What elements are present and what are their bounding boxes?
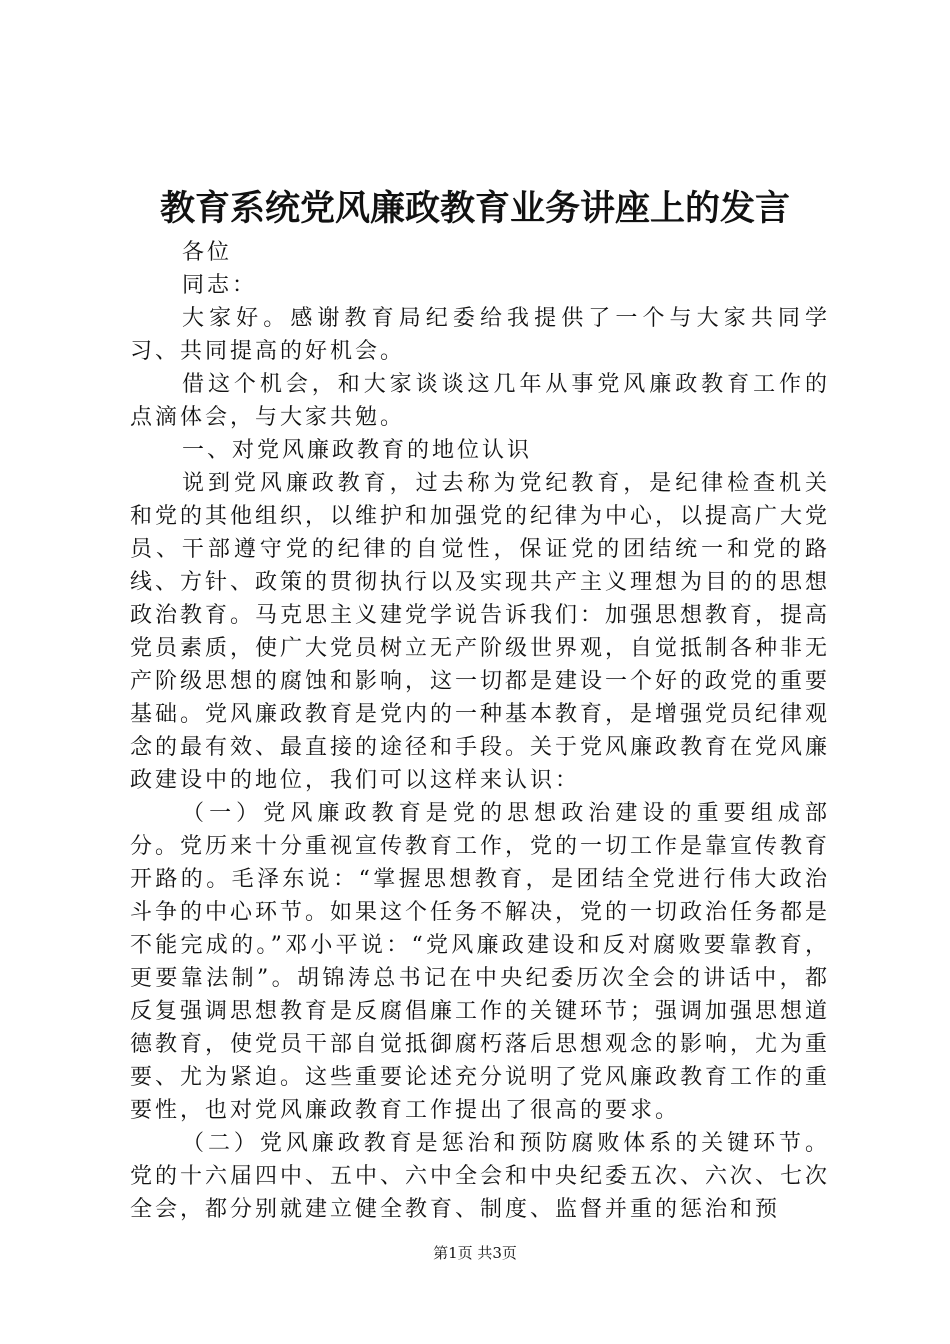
body-paragraph: 大家好。感谢教育局纪委给我提供了一个与大家共同学习、共同提高的好机会。 xyxy=(130,306,830,364)
section-heading: 一、对党风廉政教育的地位认识 xyxy=(182,438,533,463)
body-paragraph: 借这个机会，和大家谈谈这几年从事党风廉政教育工作的点滴体会，与大家共勉。 xyxy=(130,372,830,430)
body-paragraph: 说到党风廉政教育，过去称为党纪教育，是纪律检查机关和党的其他组织，以维护和加强党的纪律为中心，以提高广大党员、干部遵守党的纪律的自觉性，保证党的团结统一和党的路线、方针、政策的贯彻执行以及实现共产主义理想为目的的思想政治教育。马克思主义建党学说告诉我们：加强思想教育，提高党员素质，使广大党员树立无产阶级世界观，自觉抵制各种非无产阶级思想的腐蚀和影响，这一切都是建设一个好的政党的重要基础。党风廉政教育是党内的一种基本教育，是增强党员纪律观念的最有效、最直接的途径和手段。关于党风廉政教育在党风廉政建设中的地位，我们可以这样来认识： xyxy=(130,471,831,793)
document-body xyxy=(130,236,830,1226)
document-title: 教育系统党风廉政教育业务讲座上的发言 xyxy=(159,189,790,229)
salutation-line-2: 同志： xyxy=(182,273,258,298)
page-number-footer: 第1页 共3页 xyxy=(433,1244,517,1262)
body-paragraph: （二）党风廉政教育是惩治和预防腐败体系的关键环节。党的十六届四中、五中、六中全会和中央纪委五次、六次、七次全会，都分别就建立健全教育、制度、监督并重的惩治和预 xyxy=(130,1131,831,1222)
body-paragraph: （一）党风廉政教育是党的思想政治建设的重要组成部分。党历来十分重视宣传教育工作，党的一切工作是靠宣传教育开路的。毛泽东说：“掌握思想教育，是团结全党进行伟大政治斗争的中心环节。如果这个任务不解决，党的一切政治任务都是不能完成的。”邓小平说：“党风廉政建设和反对腐败要靠教育，更要靠法制”。胡锦涛总书记在中央纪委历次全会的讲话中，都反复强调思想教育是反腐倡廉工作的关键环节；强调加强思想道德教育，使党员干部自觉抵御腐朽落后思想观念的影响，尤为重要、尤为紧迫。这些重要论述充分说明了党风廉政教育工作的重要性，也对党风廉政教育工作提出了很高的要求。 xyxy=(130,801,831,1123)
salutation-line-1: 各位 xyxy=(182,240,233,265)
